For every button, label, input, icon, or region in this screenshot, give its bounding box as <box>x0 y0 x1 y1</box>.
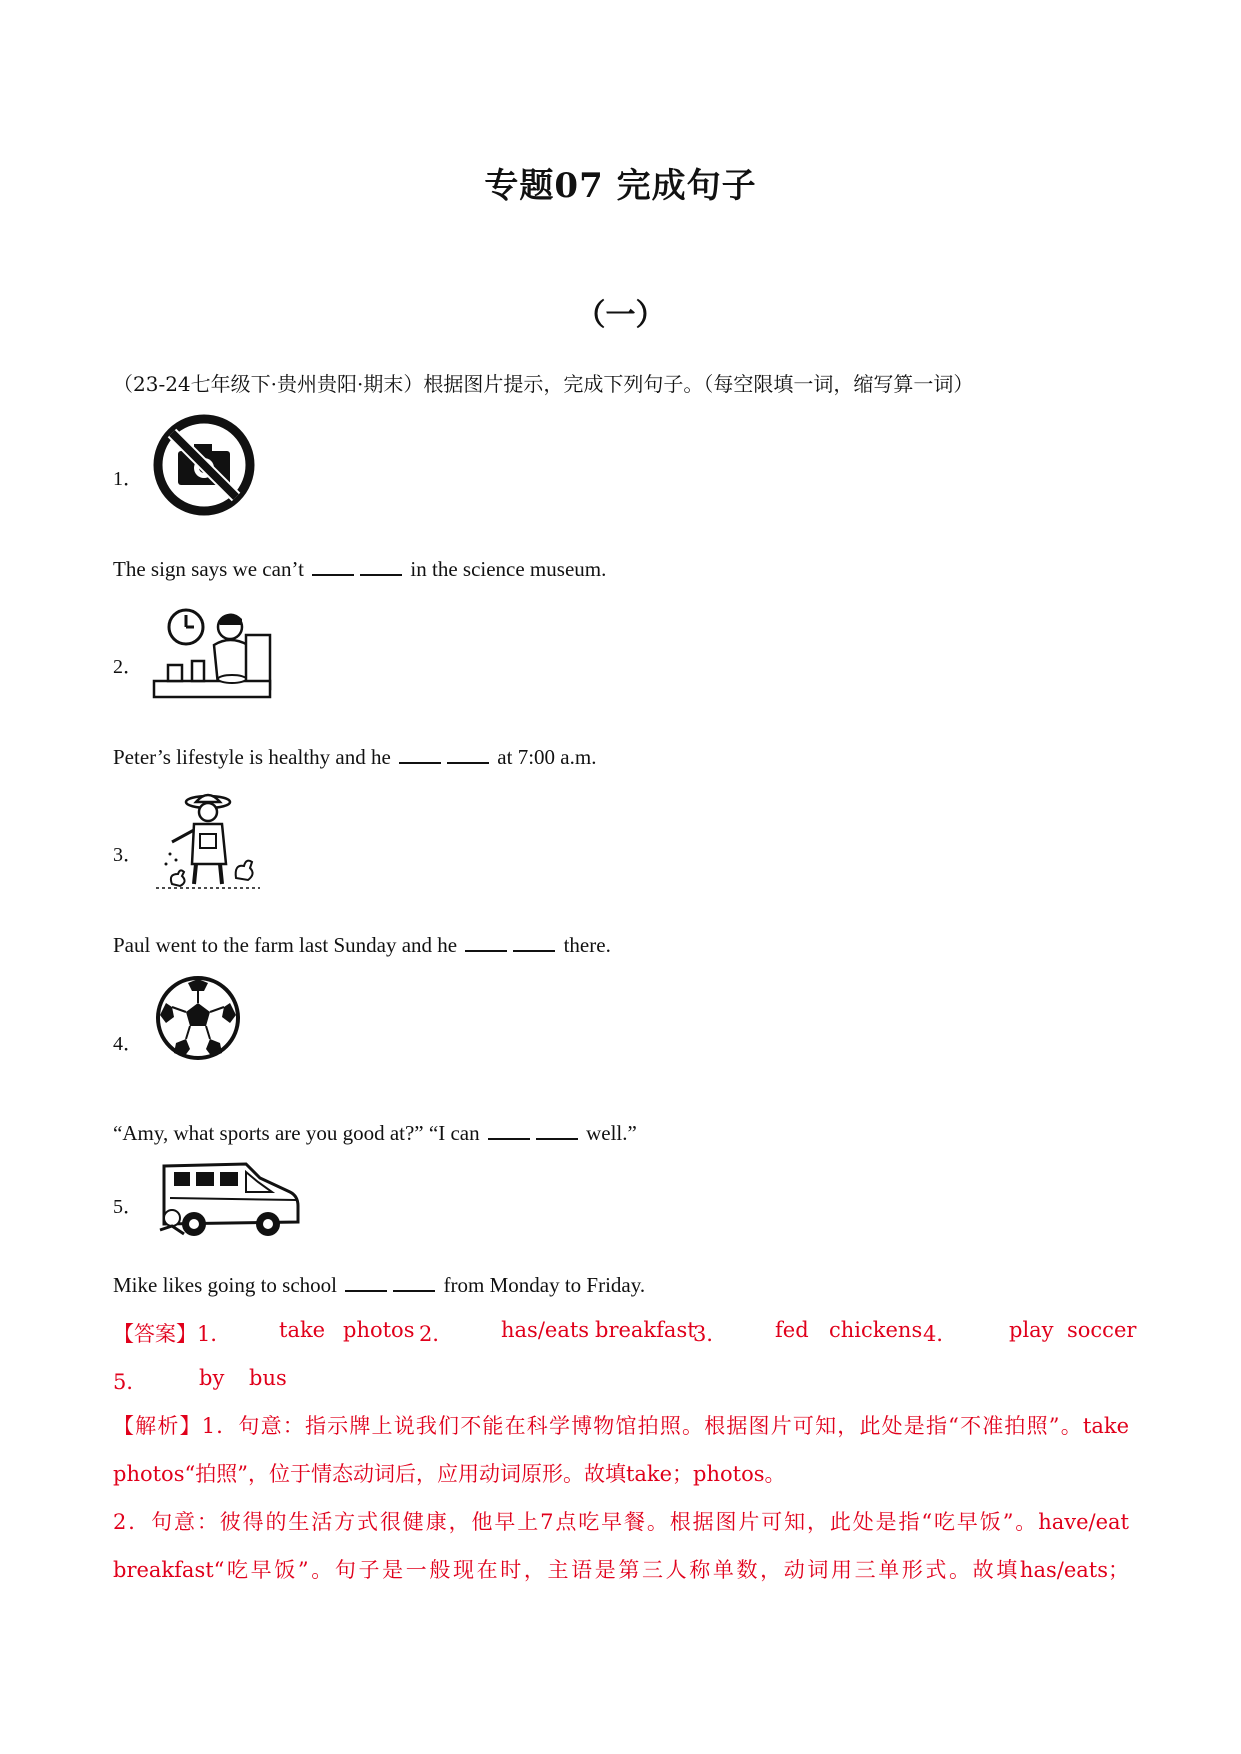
answer-blank[interactable] <box>360 556 402 576</box>
answer-blank[interactable] <box>513 932 555 952</box>
answer-blank[interactable] <box>536 1120 578 1140</box>
answer-line <box>113 1366 1129 1396</box>
question-number: 4． <box>113 1033 143 1055</box>
analysis-paragraph <box>113 1402 1129 1594</box>
answer-item: 1． <box>197 1322 232 1346</box>
no-photo-sign-icon <box>150 411 258 519</box>
answer-label: 【答案】 <box>113 1322 197 1346</box>
man-eating-breakfast-icon <box>148 605 276 703</box>
answer-item: play <box>1009 1318 1054 1342</box>
page-title: 专题07 完成句子 <box>484 166 757 206</box>
school-bus-icon <box>150 1158 304 1242</box>
answer-item: 4． <box>923 1322 958 1346</box>
answer-item: take <box>279 1318 326 1342</box>
question-number: 1． <box>113 468 143 490</box>
question-sentence: The sign says we can’t in the science museum. <box>113 557 607 581</box>
analysis-line: 【解析】1．句意：指示牌上说我们不能在科学博物馆拍照。根据图片可知，此处是指“不准拍照”。take <box>113 1414 1129 1438</box>
answer-blank[interactable] <box>312 556 354 576</box>
question-number: 2． <box>113 656 143 678</box>
analysis-label: 【解析】 <box>113 1414 202 1438</box>
analysis-line: photos“拍照”，位于情态动词后，应用动词原形。故填take；photos。 <box>113 1462 786 1486</box>
section-title: （一） <box>575 298 666 333</box>
answer-item: 3． <box>693 1322 728 1346</box>
answer-blank[interactable] <box>488 1120 530 1140</box>
answer-item: soccer <box>1067 1318 1137 1342</box>
question-number: 3． <box>113 844 143 866</box>
answer-blank[interactable] <box>345 1272 387 1292</box>
answer-blank[interactable] <box>399 744 441 764</box>
question-sentence: Paul went to the farm last Sunday and he there. <box>113 933 611 957</box>
question-sentence: Mike likes going to school from Monday to Friday. <box>113 1273 646 1297</box>
answer-item: has/eats <box>501 1318 590 1342</box>
answer-blank[interactable] <box>465 932 507 952</box>
answer-item: chickens <box>829 1318 923 1342</box>
answer-blank[interactable] <box>393 1272 435 1292</box>
answer-item: bus <box>249 1366 287 1390</box>
question-sentence: “Amy, what sports are you good at?” “I can well.” <box>113 1121 637 1145</box>
farmer-feeding-chickens-icon <box>150 788 266 894</box>
answer-item: by <box>199 1366 225 1390</box>
answer-line <box>113 1318 1137 1348</box>
answer-item: fed <box>775 1318 809 1342</box>
analysis-line: breakfast“吃早饭”。句子是一般现在时，主语是第三人称单数，动词用三单形式。故填has/eats； <box>113 1558 1129 1582</box>
question-number: 5． <box>113 1196 143 1218</box>
answer-item: 5． <box>113 1370 148 1394</box>
soccer-ball-icon <box>150 973 246 1063</box>
answer-item: photos <box>343 1318 415 1342</box>
answer-blank[interactable] <box>447 744 489 764</box>
question-sentence: Peter’s lifestyle is healthy and he at 7:00 a.m. <box>113 745 597 769</box>
analysis-line: 2．句意：彼得的生活方式很健康，他早上7点吃早餐。根据图片可知，此处是指“吃早饭”。have/eat <box>113 1510 1129 1534</box>
answer-item: 2． <box>419 1322 454 1346</box>
instruction-text: （23-24七年级下·贵州贵阳·期末）根据图片提示，完成下列句子。（每空限填一词，缩写算一词） <box>113 372 974 396</box>
answer-item: breakfast <box>595 1318 696 1342</box>
